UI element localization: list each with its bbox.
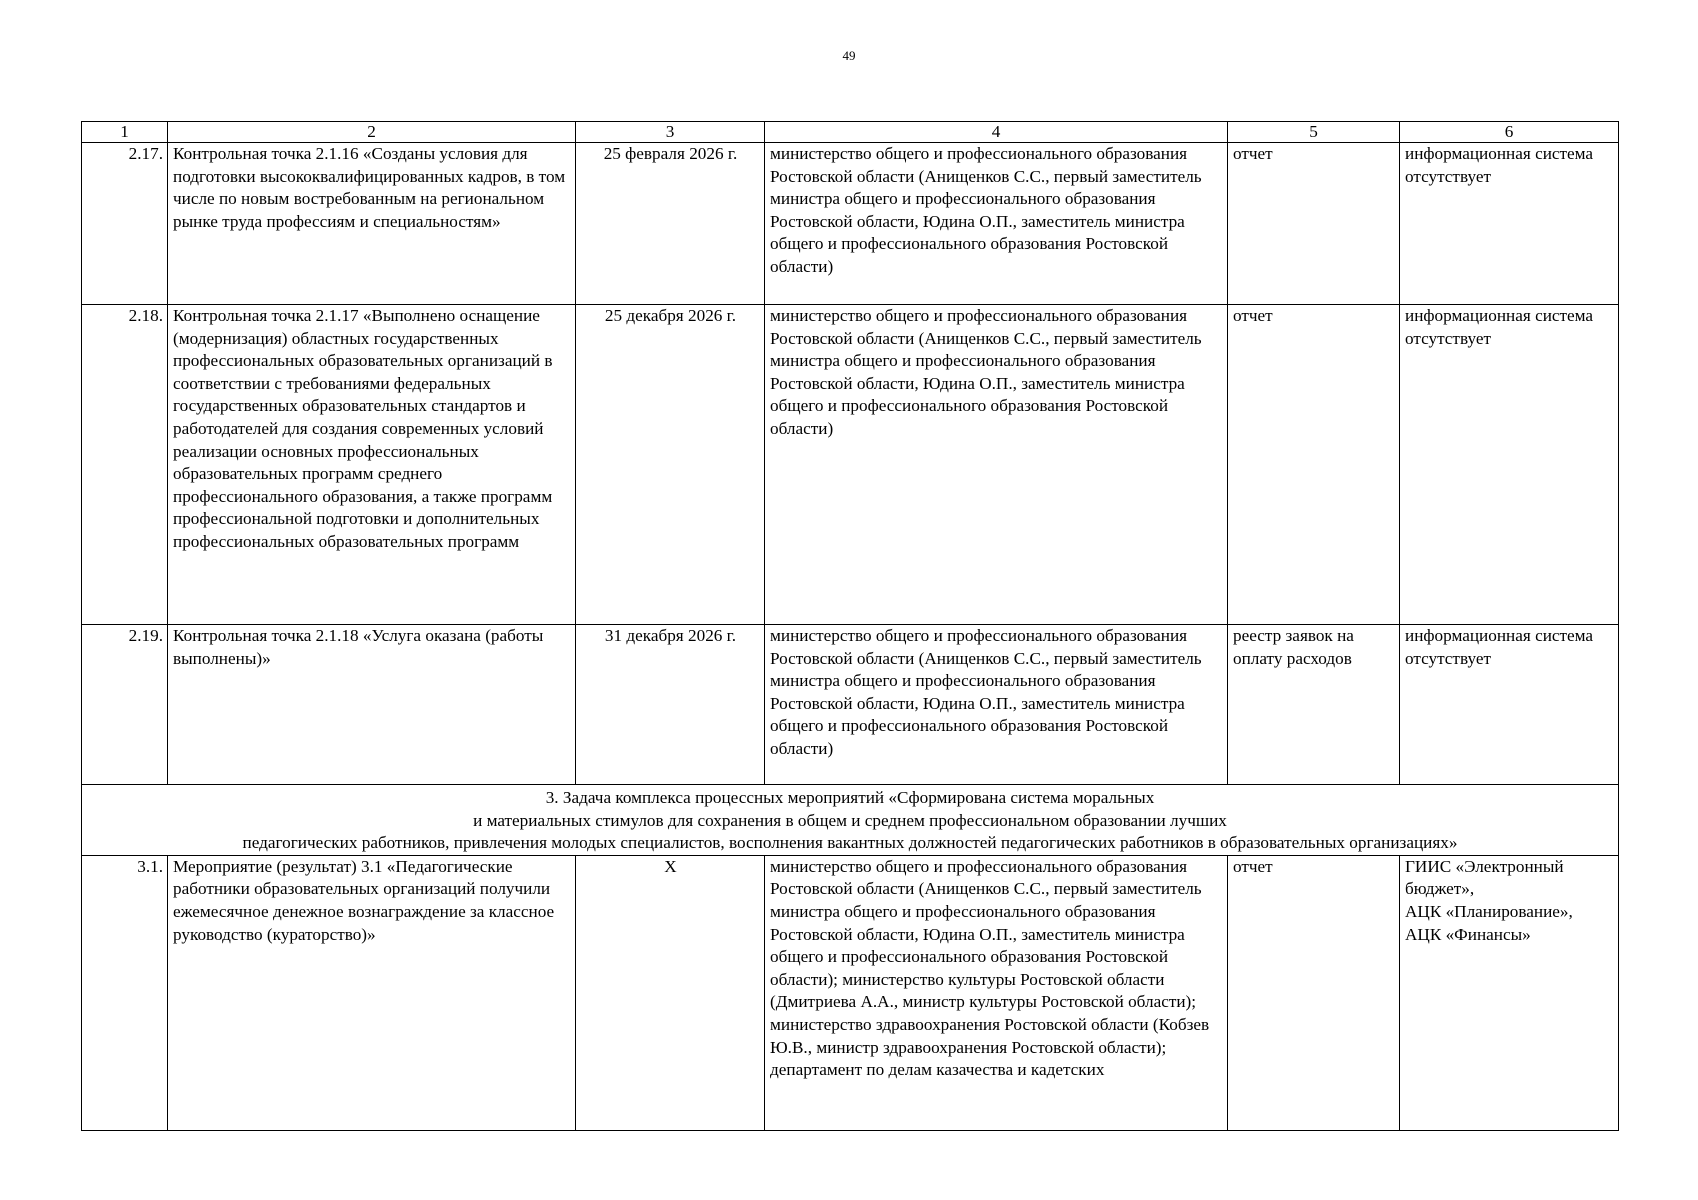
row-number: 2.18. [82,305,168,625]
table-row [82,625,1619,785]
row-name: Мероприятие (результат) 3.1 «Педагогические работники образовательных организаций получили ежемесячное денежное вознаграждение за классное руководство (кураторство)» [168,855,576,1130]
column-number-1: 1 [82,122,168,143]
row-date: 31 декабря 2026 г. [576,625,765,785]
system-line: АЦК «Финансы» [1405,924,1531,944]
row-number: 3.1. [82,855,168,1130]
row-responsible: министерство общего и профессионального образования Ростовской области (Анищенков С.С., первый заместитель министра общего и профессионального образования Ростовской области, Юдина О.П., заместитель министра общего и профессионального образования Ростовской области) [765,143,1228,305]
row-name: Контрольная точка 2.1.17 «Выполнено оснащение (модернизация) областных государственных профессиональных образовательных организаций в соответствии с требованиями федеральных государственных образовательных стандартов и работодателей для создания современных условий реализации основных профессиональных образовательных программ среднего профессионального образования, а также программ профессиональной подготовки и дополнительных профессиональных образовательных программ [168,305,576,625]
row-responsible: министерство общего и профессионального образования Ростовской области (Анищенков С.С., первый заместитель министра общего и профессионального образования Ростовской области, Юдина О.П., заместитель министра общего и профессионального образования Ростовской области); министерство культуры Ростовской области (Дмитриева А.А., министр культуры Ростовской области); министерство здравоохранения Ростовской области (Кобзев Ю.В., министр здравоохранения Ростовской области); департамент по делам казачества и кадетских [765,855,1228,1130]
row-date: 25 декабря 2026 г. [576,305,765,625]
task-heading-row [82,785,1619,856]
column-number-4: 4 [765,122,1228,143]
table-row [82,143,1619,305]
system-line: АЦК «Планирование», [1405,901,1573,921]
row-responsible: министерство общего и профессионального образования Ростовской области (Анищенков С.С., первый заместитель министра общего и профессионального образования Ростовской области, Юдина О.П., заместитель министра общего и профессионального образования Ростовской области) [765,625,1228,785]
row-information-system: информационная система отсутствует [1400,625,1619,785]
task-heading-line: 3. Задача комплекса процессных мероприятий «Сформирована система моральных [545,788,1155,807]
column-number-5: 5 [1228,122,1400,143]
task-heading-line: и материальных стимулов для сохранения в общем и среднем профессиональном образовании лучших [473,810,1227,830]
row-name: Контрольная точка 2.1.16 «Созданы условия для подготовки высококвалифицированных кадров, в том числе по новым востребованным на региональном рынке труда профессиям и специальностям» [168,143,576,305]
row-information-system: информационная система отсутствует [1400,305,1619,625]
row-number: 2.17. [82,143,168,305]
table-row [82,855,1619,1130]
column-number-3: 3 [576,122,765,143]
task-heading [82,785,1619,856]
row-date: 25 февраля 2026 г. [576,143,765,305]
table-row [82,305,1619,625]
column-number-2: 2 [168,122,576,143]
row-name: Контрольная точка 2.1.18 «Услуга оказана (работы выполнены)» [168,625,576,785]
table-header-row [82,122,1619,143]
row-information-system [1400,855,1619,1130]
row-responsible: министерство общего и профессионального образования Ростовской области (Анищенков С.С., первый заместитель министра общего и профессионального образования Ростовской области, Юдина О.П., заместитель министра общего и профессионального образования Ростовской области) [765,305,1228,625]
row-document: отчет [1228,143,1400,305]
row-document: отчет [1228,855,1400,1130]
column-number-6: 6 [1400,122,1619,143]
row-number: 2.19. [82,625,168,785]
task-heading-line: педагогических работников, привлечения молодых специалистов, восполнения вакантных должностей педагогических работников в образовательных организациях» [242,833,1458,853]
row-information-system: информационная система отсутствует [1400,143,1619,305]
system-line: ГИИС «Электронный бюджет», [1405,856,1564,899]
row-document: отчет [1228,305,1400,625]
document-table [81,121,1619,1131]
page-number: 49 [842,48,856,63]
row-date: Х [576,855,765,1130]
row-document: реестр заявок на оплату расходов [1228,625,1400,785]
